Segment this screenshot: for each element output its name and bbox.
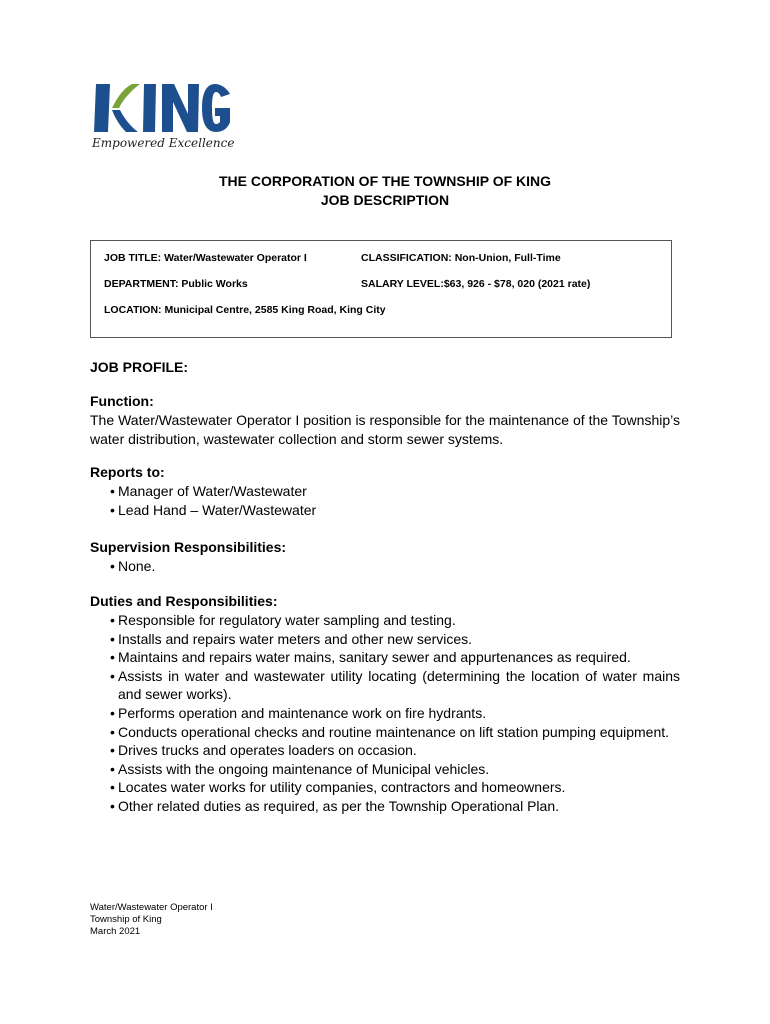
function-text: The Water/Wastewater Operator I position is responsible for the maintenance of the Township’s water distribution, wastewater collection and storm sewer systems. bbox=[90, 412, 680, 447]
title-job-description: JOB DESCRIPTION bbox=[320, 192, 450, 208]
function-heading: Function: bbox=[90, 393, 154, 409]
info-row-2 bbox=[104, 278, 591, 290]
duties-heading: Duties and Responsibilities: bbox=[90, 593, 278, 609]
footer-position: Water/Wastewater Operator I bbox=[90, 902, 213, 913]
list-item: • Performs operation and maintenance work on fire hydrants. bbox=[90, 704, 680, 723]
department: DEPARTMENT: Public Works bbox=[104, 278, 248, 290]
list-item: • Conducts operational checks and routine maintenance on lift station pumping equipment. bbox=[90, 723, 680, 742]
info-row-1 bbox=[104, 252, 561, 264]
supervision-heading: Supervision Responsibilities: bbox=[90, 539, 287, 555]
classification: CLASSIFICATION: Non-Union, Full-Time bbox=[361, 252, 561, 264]
info-row-3 bbox=[104, 304, 386, 316]
job-info-box bbox=[90, 240, 672, 338]
list-item: • Locates water works for utility companies, contractors and homeowners. bbox=[90, 778, 680, 797]
list-item: • Maintains and repairs water mains, sanitary sewer and appurtenances as required. bbox=[90, 648, 680, 667]
salary-level: SALARY LEVEL:$63, 926 - $78, 020 (2021 rate) bbox=[361, 278, 591, 290]
reports-to-list bbox=[90, 482, 680, 519]
list-item: • Installs and repairs water meters and other new services. bbox=[90, 630, 680, 649]
list-item: • Drives trucks and operates loaders on occasion. bbox=[90, 741, 680, 760]
footer-date: March 2021 bbox=[90, 926, 141, 937]
reports-to-heading: Reports to: bbox=[90, 464, 165, 480]
list-item: • Responsible for regulatory water sampling and testing. bbox=[90, 611, 680, 630]
page-footer bbox=[90, 902, 213, 938]
title-corporation: THE CORPORATION OF THE TOWNSHIP OF KING bbox=[218, 173, 552, 189]
job-profile-heading: JOB PROFILE: bbox=[90, 359, 189, 375]
list-item: • Manager of Water/Wastewater bbox=[90, 482, 680, 501]
job-title: JOB TITLE: Water/Wastewater Operator I bbox=[104, 252, 307, 264]
duties-list bbox=[90, 611, 680, 816]
list-item: • Other related duties as required, as per the Township Operational Plan. bbox=[90, 797, 680, 816]
list-item: • None. bbox=[90, 557, 680, 576]
logo-tagline: Empowered Excellence bbox=[92, 136, 235, 150]
footer-organization: Township of King bbox=[90, 914, 162, 925]
list-item: • Assists in water and wastewater utility locating (determining the location of water mains and sewer works). bbox=[90, 667, 680, 704]
location: LOCATION: Municipal Centre, 2585 King Road, King City bbox=[104, 304, 386, 316]
supervision-list bbox=[90, 557, 680, 576]
list-item: • Lead Hand – Water/Wastewater bbox=[90, 501, 680, 520]
document-title bbox=[0, 172, 770, 210]
king-logo-mark bbox=[92, 80, 242, 140]
list-item: • Assists with the ongoing maintenance of Municipal vehicles. bbox=[90, 760, 680, 779]
